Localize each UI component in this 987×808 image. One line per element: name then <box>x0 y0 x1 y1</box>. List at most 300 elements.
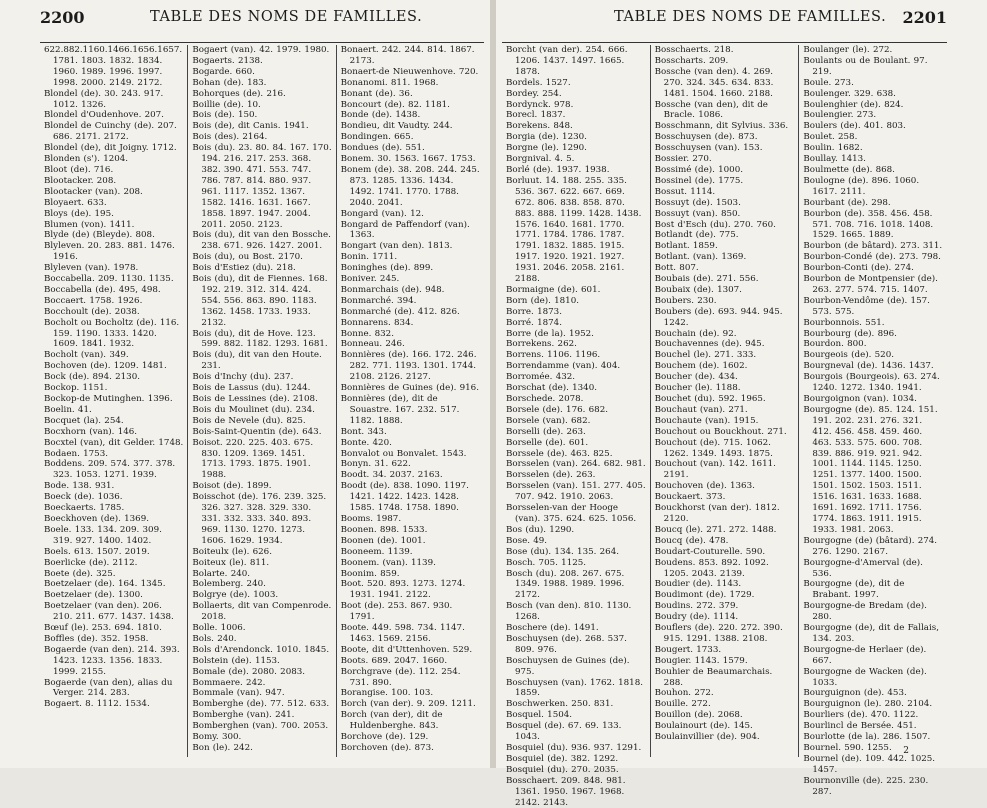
index-entry: Boulmette (de). 868. <box>803 164 895 175</box>
index-entry: Bott. 807. <box>654 263 699 274</box>
index-entry: Bos (du). 1290. <box>506 524 575 535</box>
index-entry: Bongard de Paffendorf (van). 1363. <box>340 219 470 241</box>
index-entry: Bouhier de Beaumarchais. 288. <box>654 666 773 688</box>
index-entry: Bongart (van den). 1813. <box>340 241 453 252</box>
index-entry: Bock (de). 894. 2130. <box>44 372 140 383</box>
index-entry: Boschere (de). 1491. <box>506 623 599 634</box>
index-entry: Bosschaert. 209. 848. 981. 1361. 1950. 1967. 1968. 2142. 2143. <box>506 775 626 808</box>
index-entry: Boulet. 258. <box>803 132 858 143</box>
index-entry: Boucq (de). 478. <box>654 535 729 546</box>
index-entry: Bosquiel (du). 270. 2035. <box>506 764 619 775</box>
index-entry: Bon (le). 242. <box>192 743 253 753</box>
index-entry: Borluut. 14. 188. 255. 335. 536. 367. 622. 667. 669. 672. 806. 838. 858. 870. 883. 888. 1199. 1428. 1438. 1576. 1640. 1681. 1770. 1771. 1784. 1786. 1787. 1791. 1832. 1885. 1915. 1917. 1920. 1921. 1927. 1931. 2046. 2058. 2161. 2188. <box>506 175 642 285</box>
index-entry: Bouillon (de). 2068. <box>654 710 743 721</box>
index-entry: Bosch (du). 208. 267. 675. 1349. 1988. 1989. 1996. 2172. <box>506 568 625 601</box>
index-entry: Bouchavennes (de). 945. <box>654 339 765 350</box>
index-entry: Bossier. 270. <box>654 154 712 165</box>
index-entry: Boccaert. 1758. 1926. <box>44 295 143 306</box>
index-entry: Borsele (van). 682. <box>506 415 591 426</box>
index-entry: Bois d'Estiez (du). 218. <box>192 263 296 274</box>
index-entry: Bouchout ou Bouckhout. 271. <box>654 426 787 437</box>
index-entry: Boulenghier (de). 824. <box>803 99 904 110</box>
index-entry: Bocxtel (van), dit Gelder. 1748. <box>44 437 184 448</box>
index-entry: Boschwerken. 250. 831. <box>506 699 614 710</box>
index-entry: Bolemberg. 240. <box>192 579 266 590</box>
index-entry: Blyde (de) (Bleyde). 808. <box>44 230 155 241</box>
index-entry: Bournel. 590. 1255. <box>803 743 892 753</box>
index-entry: Bonnières de Guines (de). 916. <box>340 383 479 394</box>
index-entry: Bouflers (de). 220. 272. 390. 915. 1291. 1388. 2108. <box>654 623 783 644</box>
index-entry: Bomy. 300. <box>192 732 242 743</box>
index-entry: Borch (van der), dit de Huldenberghe. 843. <box>340 710 443 732</box>
index-entry: Bondingen. 665. <box>340 132 414 143</box>
index-entry: Bonmarché (de). 412. 826. <box>340 306 460 317</box>
index-entry: Borschat (de). 1340. <box>506 383 597 394</box>
index-entry: Boulants ou de Boulant. 97. 219. <box>803 55 928 77</box>
index-entry: Boucher (de). 434. <box>654 372 738 383</box>
index-entry: Bourbant (de). 298. <box>803 197 891 208</box>
index-entry: Bouchem (de). 1602. <box>654 361 748 372</box>
index-entry: Boillie (de). 10. <box>192 99 261 110</box>
index-entry: Bonant (de). 36. <box>340 88 413 99</box>
index-entry: Boisot. 220. 225. 403. 675. 830. 1209. 1369. 1451. 1713. 1793. 1875. 1901. 1988. <box>192 437 314 481</box>
index-entry: Bossche (van den), dit de Bracle. 1086. <box>654 99 768 121</box>
index-entry: Boule. 273. <box>803 77 854 88</box>
index-entry: Boetzelaer (van den). 206. 210. 211. 677. 1437. 1438. <box>44 601 174 623</box>
index-entry: Bois (du), dit van den Houte. 231. <box>192 350 322 372</box>
index-entry: Bonanomi. 811. 1968. <box>340 77 439 88</box>
index-entry: Boudens. 853. 892. 1092. 1205. 2043. 2139. <box>654 557 769 579</box>
index-entry: Bonaert-de Nieuwenhove. 720. <box>340 66 479 77</box>
index-entry: Bolarte. 240. <box>192 568 251 579</box>
index-entry: Bois de Lessines (de). 2108. <box>192 394 318 404</box>
index-entry: Boetzelaer (de). 1300. <box>44 590 143 601</box>
index-entry: Bourgogne-de Bredam (de). 280. <box>803 601 927 623</box>
index-entry: Borré. 1874. <box>506 317 562 328</box>
index-entry: Bommale (van). 947. <box>192 688 285 699</box>
index-entry: Bondieu, dit Vaudty. 244. <box>340 121 453 132</box>
index-entry: Bouchel (le). 271. 333. <box>654 350 757 361</box>
index-entry: Boubaix (de). 1307. <box>654 284 742 295</box>
index-entry: Boot. 520. 893. 1273. 1274. 1931. 1941. 2122. <box>340 579 466 601</box>
index-entry: Bourguignon (le). 280. 2104. <box>803 699 933 710</box>
index-entry: Bocchoult (de). 2038. <box>44 306 140 317</box>
index-entry: Bouchout (van). 142. 1611. 2191. <box>654 459 776 481</box>
index-entry: Bonmarchais (de). 948. <box>340 284 445 295</box>
index-entry: Bose (du). 134. 135. 264. <box>506 546 619 557</box>
index-entry: Bosch (van den). 810. 1130. 1268. <box>506 601 632 623</box>
index-entry: Bockop-de Mutinghen. 1396. <box>44 394 173 404</box>
index-entry: Blootacker. 208. <box>44 175 117 186</box>
index-entry: Boiteux (le). 811. <box>192 557 270 568</box>
index-entry: Borlé (de). 1937. 1938. <box>506 164 610 175</box>
index-entry: Boulanger (le). 272. <box>803 45 893 55</box>
index-entry: Boisot (de). 1899. <box>192 481 272 492</box>
index-entry: Boot (de). 253. 867. 930. 1791. <box>340 601 453 623</box>
index-entry: Borgia (de). 1230. <box>506 132 587 143</box>
page-number: 2200 <box>40 8 85 27</box>
signature-mark: 2 <box>903 746 909 756</box>
index-entry: Bols. 240. <box>192 633 237 644</box>
index-entry: Bordynck. 978. <box>506 99 574 110</box>
index-entry: Blumen (von). 1411. <box>44 219 135 230</box>
index-entry: Blootacker (van). 208. <box>44 186 143 197</box>
index-entry: Borselle (de). 601. <box>506 437 589 448</box>
index-entry: Bohan (de). 183. <box>192 77 267 88</box>
index-entry: Botlandt (de). 775. <box>654 230 739 241</box>
index-entry: Boots. 689. 2047. 1660. <box>340 655 448 666</box>
index-entry: Borcht (van der). 254. 666. 1206. 1437. 1497. 1665. 1878. <box>506 45 628 77</box>
index-entry: Bolle. 1006. <box>192 623 246 634</box>
index-entry: Bouchout (de). 715. 1062. 1262. 1349. 1493. 1875. <box>654 437 773 459</box>
index-entry: Bourgois (Bourgeois). 63. 274. 1240. 1272. 1340. 1941. <box>803 372 940 394</box>
index-entry: Bonem (de). 38. 208. 244. 245. 873. 1285. 1336. 1434. 1492. 1741. 1770. 1788. 2040. 2041. <box>340 164 480 208</box>
index-entry: Bolstein (de). 1153. <box>192 655 280 666</box>
index-entry: Bosquiel (du). 936. 937. 1291. <box>506 743 642 753</box>
index-entry: Boschuysen de Guines (de). 975. <box>506 655 630 677</box>
index-entry: Bois (de), dit Canis. 1941. <box>192 121 309 132</box>
index-entry: Blondel (de). 30. 243. 917. 1012. 1326. <box>44 88 164 110</box>
index-entry: Bouchaut (van). 271. <box>654 404 748 415</box>
index-entry: Bossuyt (de). 1503. <box>654 197 741 208</box>
header-rule <box>40 42 484 43</box>
index-entry: Borre (de la). 1952. <box>506 328 594 339</box>
index-entry: Bouchaute (van). 1915. <box>654 415 759 426</box>
left-page <box>0 0 490 768</box>
index-entry: Born (de). 1810. <box>506 295 579 306</box>
index-entry: Bogarde. 660. <box>192 66 255 77</box>
index-entry: Bourgogne (de), dit de Fallais, 134. 203. <box>803 623 939 644</box>
index-entry: Boudins. 272. 379. <box>654 601 739 612</box>
index-entry: Bourgogne-d'Amerval (de). 536. <box>803 557 923 579</box>
index-entry: Bormaigne (de). 601. <box>506 284 601 295</box>
index-entry: Boucher (le). 1188. <box>654 383 741 394</box>
index-entry: Borekens. 848. <box>506 121 573 132</box>
index-entry: Borangise. 100. 103. <box>340 688 434 699</box>
index-entry: Bossche (van den). 4. 269. 270. 324. 345. 634. 833. 1481. 1504. 1660. 2188. <box>654 66 774 99</box>
index-columns <box>40 45 484 757</box>
index-entry: Booneem. 1139. <box>340 546 413 557</box>
index-entry: Bosquel (de). 67. 69. 133. 1043. <box>506 721 622 743</box>
index-entry: Boulin. 1682. <box>803 143 863 154</box>
index-entry: Bourbon (de). 358. 456. 458. 571. 708. 716. 1018. 1408. 1529. 1665. 1889. <box>803 208 934 241</box>
index-entry: Borrekens. 262. <box>506 339 577 350</box>
index-entry: Boodt. 34. 2037. 2163. <box>340 470 443 481</box>
index-column <box>798 45 947 797</box>
page-header <box>0 6 490 30</box>
index-entry: Blyleven. 20. 283. 881. 1476. 1916. <box>44 241 175 263</box>
index-entry: Borsselen (de). 263. <box>506 470 596 481</box>
index-entry: Borsselen (van). 264. 682. 981. <box>506 459 646 470</box>
index-entry: Boddens. 209. 574. 377. 378. 323. 1053. 1271. 1939. <box>44 459 176 481</box>
index-entry: Boetzelaer (de). 164. 1345. <box>44 579 166 590</box>
index-entry: Bourgogne (de). 85. 124. 151. 191. 202. 231. 276. 321. 412. 456. 458. 459. 460. 463. 533. 575. 600. 708. 839. 886. 919. 921. 942. 1001. 1144. 1145. 1250. 1251. 1377. 1400. 1500. 1501. 1502. 1503. 1511. 1516. 1631. 1633. 1688. 1691. 1692. 1711. 1756. 1774. 1863. 1911. 1915. 1933. 1981. 2063. <box>803 404 938 535</box>
index-entry: Bourguignon (de). 453. <box>803 688 907 699</box>
index-entry: Bourgogne (de) (bâtard). 274. 276. 1290. 2167. <box>803 535 938 557</box>
index-entry: Bosquiel (de). 382. 1292. <box>506 753 619 764</box>
index-entry: Boulenger. 329. 638. <box>803 88 896 99</box>
index-entry: Boninghes (de). 899. <box>340 263 434 274</box>
index-entry: Blondel de Cuinchy (de). 207. 686. 2171. 2172. <box>44 121 177 143</box>
index-entry: Bomale (de). 2080. 2083. <box>192 666 306 677</box>
index-entry: Bois de Lassus (du). 1244. <box>192 383 311 394</box>
index-entry: Bohorques (de). 216. <box>192 88 286 99</box>
page-title: TABLE DES NOMS DE FAMILLES. <box>614 9 887 25</box>
index-entry: Bocquet (la). 254. <box>44 415 124 426</box>
index-entry: Bosch. 705. 1125. <box>506 557 587 568</box>
index-entry: Bossut. 1114. <box>654 186 716 197</box>
index-entry: 622.882.1160.1466.1656.1657. 1781. 1803. 1832. 1834. 1960. 1989. 1996. 1997. 1998. 2000. 2149. 2172. <box>44 45 183 88</box>
index-entry: Boubers. 230. <box>654 295 717 306</box>
index-entry: Bloyaert. 633. <box>44 197 107 208</box>
index-entry: Bœuf (le). 253. 694. 1810. <box>44 623 162 634</box>
index-entry: Boisschot (de). 176. 239. 325. 326. 327. 328. 329. 330. 331. 332. 333. 340. 893. 969. 1130. 1270. 1273. 1606. 1629. 1934. <box>192 492 327 546</box>
index-entry: Bonaert. 242. 244. 814. 1867. 2173. <box>340 45 475 66</box>
index-entry: Bondues (de). 551. <box>340 143 425 154</box>
index-entry: Boulainourt (de). 145. <box>654 721 753 732</box>
index-entry: Bordey. 254. <box>506 88 562 99</box>
index-entry: Borsele (de). 176. 682. <box>506 404 609 415</box>
index-entry: Bose. 49. <box>506 535 548 546</box>
index-entry: Bomberghen (van). 700. 2053. <box>192 721 329 732</box>
index-entry: Borsselen-van der Hooge (van). 375. 624. 625. 1056. <box>506 503 637 524</box>
index-entry: Bossinel (de). 1775. <box>654 175 744 186</box>
index-column <box>187 45 335 757</box>
index-entry: Bockop. 1151. <box>44 383 108 394</box>
index-entry: Bourgogne (de), dit de Brabant. 1997. <box>803 579 905 601</box>
index-entry: Bosscharts. 209. <box>654 55 729 66</box>
page-header <box>496 6 987 30</box>
header-rule <box>502 42 947 43</box>
page-title: TABLE DES NOMS DE FAMILLES. <box>150 9 423 25</box>
index-entry: Boudry (de). 1114. <box>654 612 739 623</box>
index-entry: Bourgoignon (van). 1034. <box>803 394 917 404</box>
index-entry: Boffles (de). 352. 1958. <box>44 633 149 644</box>
index-entry: Bourgeois (de). 520. <box>803 350 894 361</box>
index-entry: Blondel d'Oudenhove. 207. <box>44 110 164 121</box>
index-entry: Borchove (de). 129. <box>340 732 429 743</box>
index-entry: Borromée. 432. <box>506 372 576 383</box>
index-entry: Borecl. 1837. <box>506 110 566 121</box>
index-entry: Bosschuysen (de). 873. <box>654 132 758 143</box>
index-entry: Bourdon. 800. <box>803 339 867 350</box>
index-entry: Bourlotte (de la). 286. 1507. <box>803 732 931 743</box>
index-entry: Boels. 613. 1507. 2019. <box>44 546 150 557</box>
index-entry: Bongard (van). 12. <box>340 208 424 219</box>
index-entry: Bolgrye (de). 1003. <box>192 590 279 601</box>
index-entry: Borgne (le). 1290. <box>506 143 587 154</box>
index-entry: Bois du Moulinet (du). 234. <box>192 404 315 415</box>
index-entry: Bloot (de). 716. <box>44 164 114 175</box>
index-entry: Boeckhoven (de). 1369. <box>44 513 149 524</box>
index-columns <box>502 45 947 808</box>
index-entry: Bourgogne-de Herlaer (de). 667. <box>803 644 927 666</box>
index-entry: Bouhon. 272. <box>654 688 714 699</box>
index-entry: Borrens. 1106. 1196. <box>506 350 601 361</box>
index-entry: Bont. 343. <box>340 426 387 437</box>
index-entry: Borchoven (de). 873. <box>340 743 434 753</box>
index-entry: Bourbon-Condé (de). 273. 798. <box>803 252 941 263</box>
index-entry: Bols d'Arendonck. 1010. 1845. <box>192 644 330 655</box>
index-entry: Bogaert (van). 42. 1979. 1980. <box>192 45 330 55</box>
index-entry: Bourbourg (de). 896. <box>803 328 897 339</box>
index-entry: Bollaerts, dit van Compenrode. 2018. <box>192 601 332 623</box>
index-entry: Boeckaerts. 1785. <box>44 503 125 514</box>
index-entry: Bogaerde (van den). 214. 393. 1423. 1233. 1356. 1833. 1999. 2155. <box>44 644 180 677</box>
index-entry: Bournel (de). 109. 442. 1025. 1457. <box>803 753 936 775</box>
index-entry: Borsselen (van). 151. 277. 405. 707. 942. 1910. 2063. <box>506 481 646 503</box>
index-entry: Bost d'Esch (du). 270. 760. <box>654 219 776 230</box>
index-entry: Boote. 449. 598. 734. 1147. 1463. 1569. 2156. <box>340 623 465 644</box>
index-entry: Borchgrave (de). 112. 254. 731. 890. <box>340 666 461 688</box>
index-entry: Bouckaert. 373. <box>654 492 726 503</box>
index-entry: Boodt (de). 838. 1090. 1197. 1421. 1422. 1423. 1428. 1585. 1748. 1758. 1890. <box>340 481 469 514</box>
index-entry: Bomberghe (de). 77. 512. 633. <box>192 699 330 710</box>
index-entry: Bouchain (de). 92. <box>654 328 737 339</box>
index-entry: Bordels. 1527. <box>506 77 571 88</box>
index-entry: Boulengier. 273. <box>803 110 877 121</box>
index-entry: Booms. 1987. <box>340 513 402 524</box>
index-entry: Bocholt ou Bocholtz (de). 116. 159. 1190. 1333. 1420. 1609. 1841. 1932. <box>44 317 180 350</box>
index-entry: Bougert. 1733. <box>654 644 722 655</box>
index-entry: Boete (de). 325. <box>44 568 116 579</box>
index-entry: Borschede. 2078. <box>506 394 584 404</box>
index-entry: Bourgogne de Wacken (de). 1033. <box>803 666 927 688</box>
index-entry: Blyleven (van). 1978. <box>44 263 139 274</box>
index-entry: Bois (de). 150. <box>192 110 258 121</box>
index-entry: Boncourt (de). 82. 1181. <box>340 99 450 110</box>
right-page <box>496 0 987 808</box>
index-entry: Bonneau. 246. <box>340 339 405 350</box>
index-entry: Bosschuysen (van). 153. <box>654 143 763 154</box>
index-entry: Boucq (le). 271. 272. 1488. <box>654 524 777 535</box>
index-entry: Borgnival. 4. 5. <box>506 154 575 165</box>
index-entry: Boniver. 245. <box>340 274 400 285</box>
index-column <box>336 45 484 757</box>
index-entry: Bloys (de). 195. <box>44 208 114 219</box>
index-entry: Bossuyt (van). 850. <box>654 208 741 219</box>
index-entry: Bonde (de). 1438. <box>340 110 421 121</box>
index-entry: Bosschmann, dit Sylvius. 336. <box>654 121 789 132</box>
index-entry: Boonim. 859. <box>340 568 400 579</box>
index-entry: Bourliers (de). 470. 1122. <box>803 710 919 721</box>
page-number: 2201 <box>902 8 947 27</box>
index-entry: Boonen (de). 1001. <box>340 535 426 546</box>
index-entry: Boote, dit d'Uttenhoven. 529. <box>340 644 473 655</box>
index-entry: Bonem. 30. 1563. 1667. 1753. <box>340 154 476 165</box>
index-entry: Bomberghe (van). 241. <box>192 710 295 721</box>
index-entry: Bouckhorst (van der). 1812. 2120. <box>654 503 780 524</box>
index-entry: Boubers (de). 693. 944. 945. 1242. <box>654 306 783 328</box>
index-entry: Blondel (de), dit Joigny. 1712. <box>44 143 177 154</box>
index-entry: Boudart-Couturelle. 590. <box>654 546 766 557</box>
index-entry: Bois d'Inchy (du). 237. <box>192 372 294 383</box>
index-entry: Bois (du), ou Bost. 2170. <box>192 252 303 263</box>
index-entry: Boccabella (de). 495, 498. <box>44 284 161 295</box>
index-entry: Bois (des). 2164. <box>192 132 268 143</box>
index-entry: Bourbon-Conti (de). 274. <box>803 263 914 274</box>
index-entry: Bogaerde (van den), alias du Verger. 214. 283. <box>44 677 173 699</box>
index-entry: Bourbon-Vendôme (de). 157. 573. 575. <box>803 295 930 317</box>
index-entry: Bois-Saint-Quentin (de). 643. <box>192 426 322 437</box>
index-entry: Bouille. 272. <box>654 699 711 710</box>
index-entry: Bouchoven (de). 1363. <box>654 481 755 492</box>
index-column <box>40 45 187 757</box>
index-entry: Bonin. 1711. <box>340 252 398 263</box>
index-entry: Bosschaerts. 218. <box>654 45 734 55</box>
index-entry: Bourgneval (de). 1436. 1437. <box>803 361 934 372</box>
index-entry: Boulainvillier (de). 904. <box>654 732 760 743</box>
index-entry: Bommaere. 242. <box>192 677 266 688</box>
index-entry: Boelin. 41. <box>44 404 92 415</box>
index-entry: Bournonville (de). 225. 230. 287. <box>803 775 929 797</box>
index-entry: Bonvalot ou Bonvalet. 1543. <box>340 448 467 459</box>
index-entry: Bossimé (de). 1000. <box>654 164 743 175</box>
index-entry: Bonnarens. 834. <box>340 317 414 328</box>
index-entry: Borssele (de). 463. 825. <box>506 448 613 459</box>
index-entry: Boulers (de). 401. 803. <box>803 121 906 132</box>
index-entry: Bonmarché. 394. <box>340 295 417 306</box>
index-entry: Bonne. 832. <box>340 328 394 339</box>
index-entry: Bosquel. 1504. <box>506 710 573 721</box>
index-entry: Bonte. 420. <box>340 437 392 448</box>
index-entry: Bourlincl de Bersée. 451. <box>803 721 917 732</box>
index-entry: Bourbon de Montpensier (de). 263. 277. 574. 715. 1407. <box>803 274 938 295</box>
index-entry: Bogaerts. 2138. <box>192 55 263 66</box>
index-entry: Borch (van der). 9. 209. 1211. <box>340 699 476 710</box>
index-entry: Boonem. (van). 1139. <box>340 557 436 568</box>
index-entry: Bochoven (de). 1209. 1481. <box>44 361 167 372</box>
index-entry: Bocholt (van). 349. <box>44 350 129 361</box>
index-entry: Bodaen. 1753. <box>44 448 108 459</box>
index-entry: Bougier. 1143. 1579. <box>654 655 748 666</box>
index-entry: Boccabella. 209. 1130. 1135. <box>44 274 174 285</box>
index-entry: Boschuysen (van). 1762. 1818. 1859. <box>506 677 643 699</box>
index-entry: Bonnières (de). 166. 172. 246. 282. 771. 1193. 1301. 1744. 2108. 2126. 2127. <box>340 350 477 383</box>
index-entry: Boullay. 1413. <box>803 154 866 165</box>
index-entry: Boschuysen (de). 268. 537. 809. 976. <box>506 633 627 655</box>
index-entry: Boubais (de). 271. 556. <box>654 274 759 285</box>
index-entry: Blonden (s'). 1204. <box>44 154 129 165</box>
index-column <box>502 45 650 808</box>
index-column <box>650 45 799 757</box>
index-entry: Borrendamme (van). 404. <box>506 361 621 372</box>
index-entry: Bocxhorn (van). 146. <box>44 426 138 437</box>
index-entry: Bogaert. 8. 1112. 1534. <box>44 699 150 710</box>
index-entry: Bois de Nevele (du). 825. <box>192 415 306 426</box>
index-entry: Boulogne (de). 896. 1060. 1617. 2111. <box>803 175 920 197</box>
index-entry: Bois (du), dit de Hove. 123. 599. 882. 1182. 1293. 1681. <box>192 328 328 350</box>
index-entry: Bonyn. 31. 622. <box>340 459 411 470</box>
index-entry: Borselli (de). 263. <box>506 426 586 437</box>
index-entry: Botlant. (van). 1369. <box>654 252 747 263</box>
index-entry: Bois (du), dit van den Bossche. 238. 671. 926. 1427. 2001. <box>192 230 331 252</box>
index-entry: Boeck (de). 1036. <box>44 492 123 503</box>
index-entry: Boonen. 898. 1533. <box>340 524 428 535</box>
index-entry: Bode. 138. 931. <box>44 481 115 492</box>
index-entry: Boudimont (de). 1729. <box>654 590 755 601</box>
index-entry: Boerlicke (de). 2112. <box>44 557 138 568</box>
index-entry: Bouchet (du). 592. 1965. <box>654 394 766 404</box>
index-entry: Boele. 133. 134. 209. 309. 319. 927. 1400. 1402. <box>44 524 162 546</box>
index-entry: Bourbonnois. 551. <box>803 317 885 328</box>
index-entry: Bois (du). 23. 80. 84. 167. 170. 194. 216. 217. 253. 368. 382. 390. 471. 553. 747. 786. 787. 814. 880. 937. 961. 1117. 1352. 1367. 1582. 1416. 1631. 1667. 1858. 1897. 1947. 2004. 2011. 2050. 2123. <box>192 143 332 230</box>
index-entry: Bourbon (de bâtard). 273. 311. <box>803 241 943 252</box>
index-entry: Borre. 1873. <box>506 306 562 317</box>
index-entry: Boiteulx (le). 626. <box>192 546 272 557</box>
index-entry: Botlant. 1859. <box>654 241 718 252</box>
index-entry: Bonnières (de), dit de Souastre. 167. 232. 517. 1182. 1888. <box>340 394 460 426</box>
